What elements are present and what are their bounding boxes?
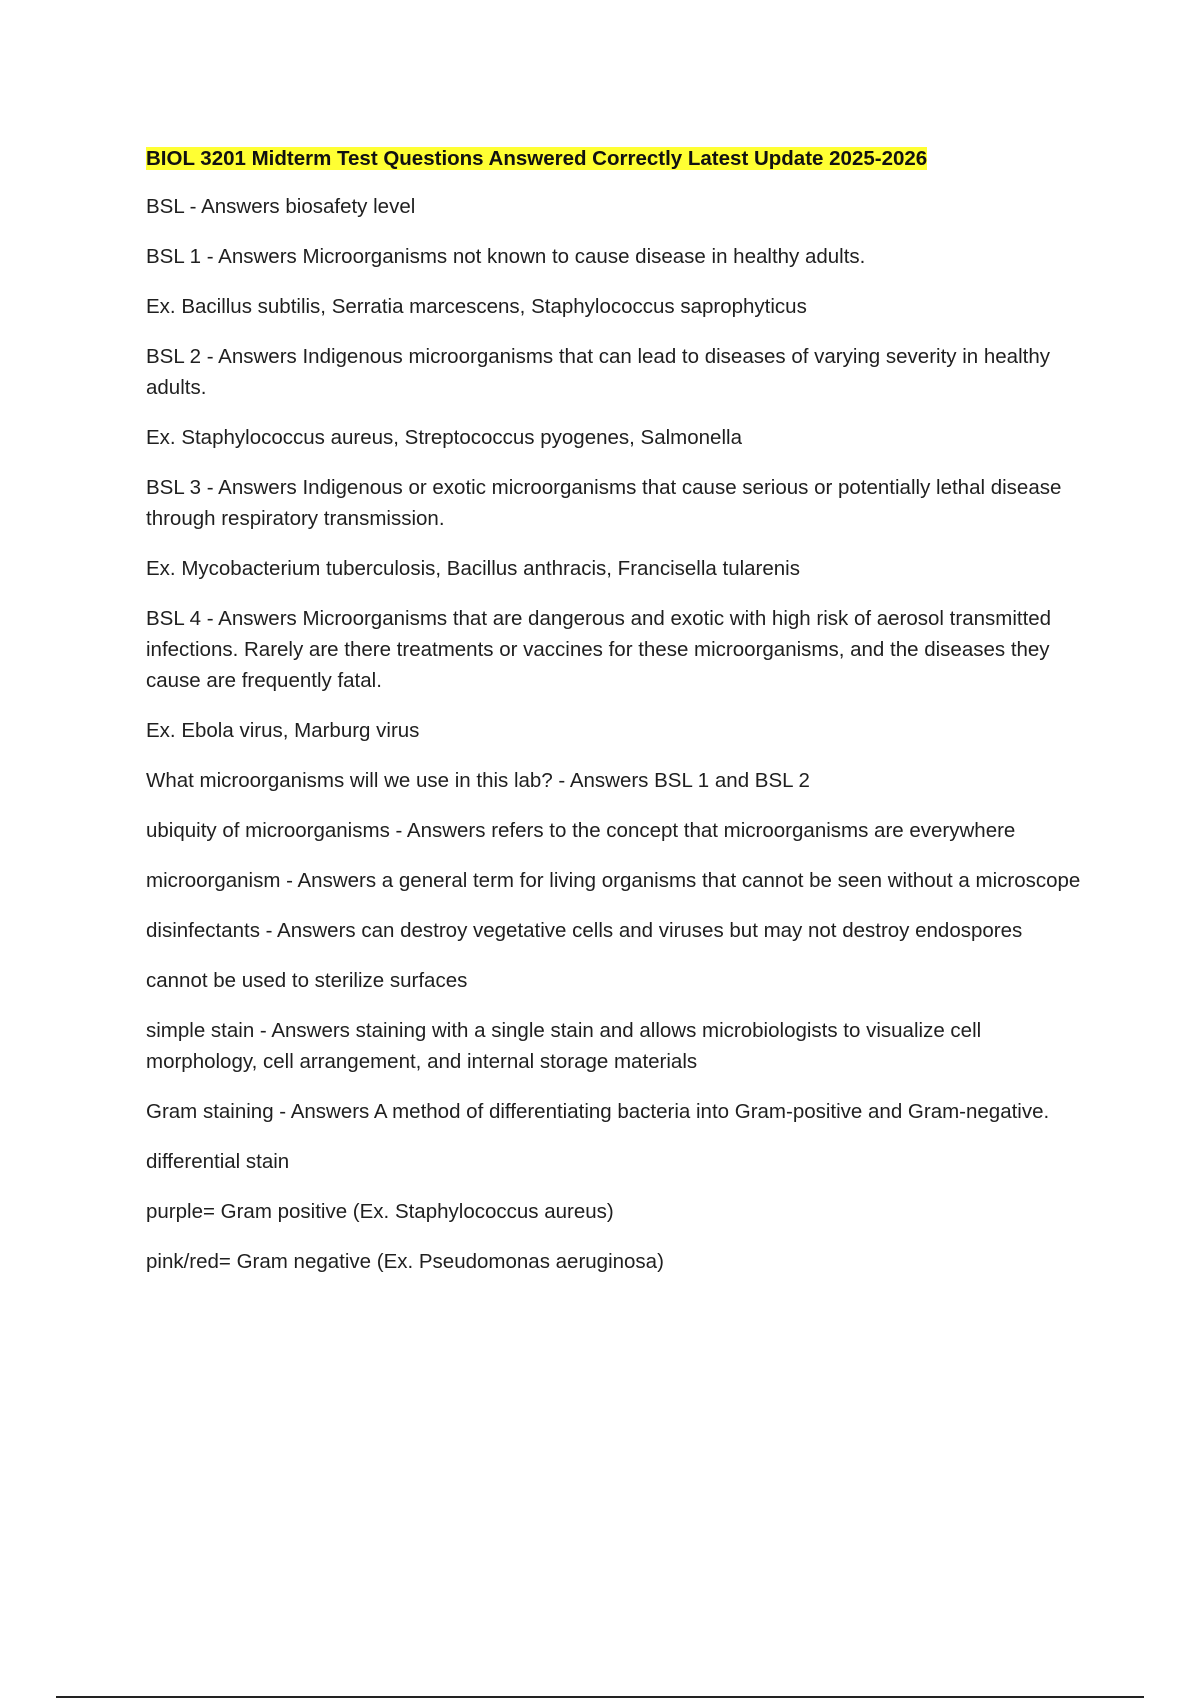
entry-simple-stain: simple stain - Answers staining with a single stain and allows microbiologists to visualize cell morphology, cell arrangement, and internal storage materials <box>146 1019 982 1073</box>
entry-bsl-1: BSL 1 - Answers Microorganisms not known to cause disease in healthy adults. <box>146 245 866 268</box>
entry-gram-positive: purple= Gram positive (Ex. Staphylococcus aureus) <box>146 1200 614 1223</box>
entry-disinfectants-note: cannot be used to sterilize surfaces <box>146 969 468 992</box>
entry-bsl-3: BSL 3 - Answers Indigenous or exotic microorganisms that cause serious or potentially lethal disease through respiratory transmission. <box>146 476 1062 530</box>
entry-lab-microorganisms: What microorganisms will we use in this lab? - Answers BSL 1 and BSL 2 <box>146 769 810 792</box>
entry-bsl-1-examples: Ex. Bacillus subtilis, Serratia marcescens, Staphylococcus saprophyticus <box>146 295 807 318</box>
entry-differential-stain: differential stain <box>146 1150 290 1173</box>
entry-bsl-2: BSL 2 - Answers Indigenous microorganisms that can lead to diseases of varying severity in healthy adults. <box>146 345 1050 399</box>
entry-gram-staining: Gram staining - Answers A method of differentiating bacteria into Gram-positive and Gram-negative. <box>146 1100 1050 1123</box>
footer-rule <box>56 1696 1144 1698</box>
entry-bsl-4-examples: Ex. Ebola virus, Marburg virus <box>146 719 420 742</box>
entry-microorganism: microorganism - Answers a general term for living organisms that cannot be seen without a microscope <box>146 869 1081 892</box>
document-title: BIOL 3201 Midterm Test Questions Answered Correctly Latest Update 2025-2026 <box>146 147 928 170</box>
entry-bsl: BSL - Answers biosafety level <box>146 195 416 218</box>
entry-ubiquity: ubiquity of microorganisms - Answers refers to the concept that microorganisms are everywhere <box>146 819 1016 842</box>
entry-gram-negative: pink/red= Gram negative (Ex. Pseudomonas aeruginosa) <box>146 1250 664 1273</box>
document-page <box>146 143 1081 1296</box>
entry-bsl-2-examples: Ex. Staphylococcus aureus, Streptococcus pyogenes, Salmonella <box>146 426 742 449</box>
title-block <box>146 143 1081 177</box>
entry-disinfectants: disinfectants - Answers can destroy vegetative cells and viruses but may not destroy endospores <box>146 919 1023 942</box>
entry-bsl-3-examples: Ex. Mycobacterium tuberculosis, Bacillus anthracis, Francisella tularenis <box>146 557 800 580</box>
entry-bsl-4: BSL 4 - Answers Microorganisms that are dangerous and exotic with high risk of aerosol transmitted infections. Rarely are there treatments or vaccines for these microorganisms, and the diseases they cause are frequently fatal. <box>146 607 1052 692</box>
